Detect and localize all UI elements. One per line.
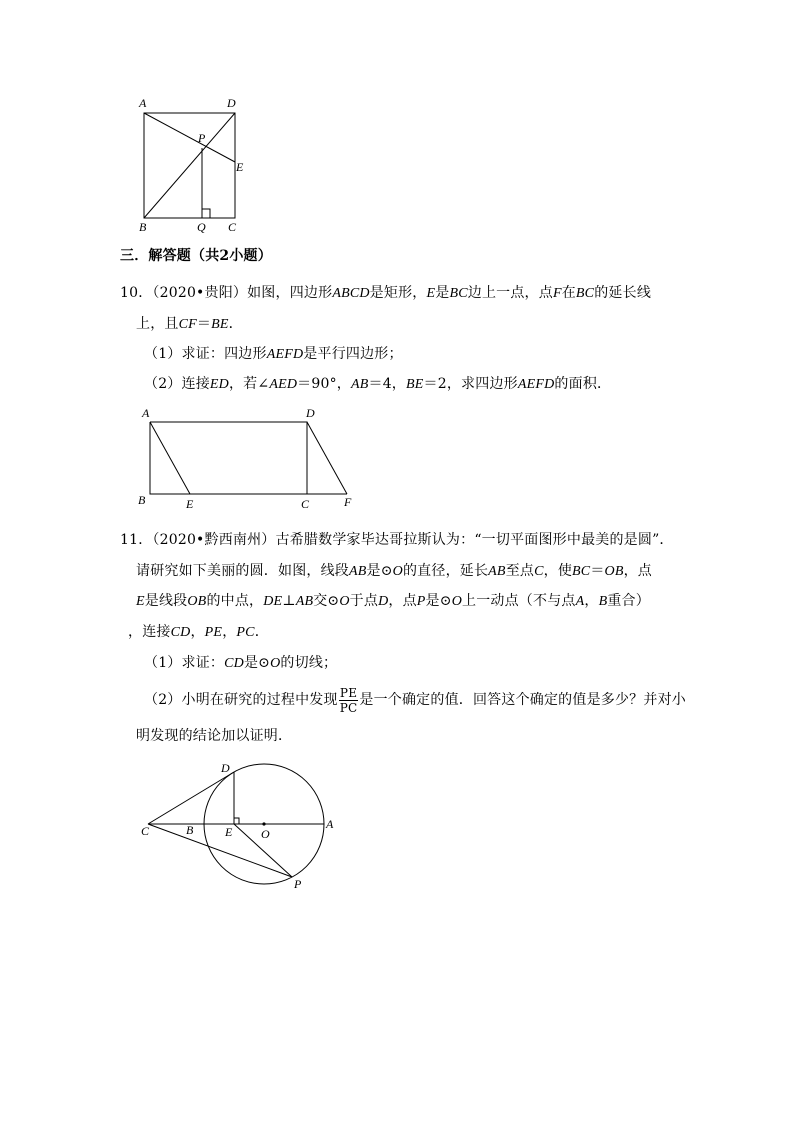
q11-text: 上一动点（不与点 [462, 593, 576, 609]
fig3-label-p: P [294, 877, 302, 891]
q11-text: 是⊙ [243, 655, 271, 671]
q11-text: （2）小明在研究的过程中发现 [144, 692, 338, 708]
q10-var: F [552, 286, 562, 301]
q11-var: PE [204, 625, 223, 640]
q11-source: （2020•黔西南州） [152, 532, 276, 548]
q10-text: 是平行四边形； [303, 346, 403, 362]
q10-var: BC [449, 286, 468, 301]
q11-text: 重合） [607, 593, 650, 609]
q11-text: ，点 [623, 563, 653, 579]
q10-text: 是 [435, 285, 450, 301]
q10-var: AED [269, 377, 298, 392]
q10-var: AB [350, 377, 369, 392]
q11-line-2 [136, 561, 652, 582]
q11-text: 至点 [505, 563, 535, 579]
q10-text: ＝90°， [297, 376, 351, 392]
q10-text: ． [228, 316, 243, 332]
fraction-pe-pc [339, 686, 359, 715]
q10-text: 是矩形， [369, 285, 427, 301]
fig2-label-b: B [138, 493, 146, 507]
q10-text: 在 [561, 285, 576, 301]
q11-var: DE [263, 594, 283, 609]
q11-var: O [339, 594, 350, 609]
q11-part-2 [144, 684, 686, 716]
q10-text: 如图，四边形 [247, 285, 333, 301]
figure-circle [136, 756, 346, 896]
q11-text: 于点 [349, 593, 379, 609]
q11-line-1 [120, 530, 674, 550]
q10-text: （1）求证：四边形 [144, 346, 267, 362]
q11-text: 是⊙ [425, 593, 452, 609]
q10-text: 边上一点，点 [467, 285, 553, 301]
q11-var: AB [295, 594, 314, 609]
fig2-label-c: C [301, 497, 310, 511]
figure-square [130, 95, 260, 235]
q10-text: （2）连接 [144, 376, 210, 392]
q11-text: ． [254, 624, 269, 640]
fig2-label-e: E [186, 497, 194, 511]
q11-var: O [451, 594, 462, 609]
q11-var: AB [488, 564, 506, 579]
q11-var: A [575, 594, 585, 609]
fig3-label-e: E [225, 825, 233, 839]
fig3-label-c: C [141, 824, 150, 838]
fig1-label-b: B [139, 220, 147, 234]
q10-var: ED [209, 377, 229, 392]
q11-line-4 [128, 622, 269, 643]
figure-rectangle [134, 402, 364, 514]
fig3-label-d: D [221, 761, 230, 775]
q11-var: CD [224, 656, 244, 671]
q11-text: （1）求证： [144, 655, 225, 671]
q10-text: ，若∠ [228, 376, 270, 392]
fig2-label-d: D [306, 406, 315, 420]
fig1-label-e: E [236, 160, 244, 174]
q11-var: B [598, 594, 608, 609]
q11-text: ， [222, 624, 237, 640]
q11-var: O [270, 656, 281, 671]
q11-var: PC [236, 625, 255, 640]
q10-part-2 [144, 374, 611, 395]
q11-var: OB [604, 564, 624, 579]
q11-var: P [416, 594, 426, 609]
q11-text: 交⊙ [313, 593, 340, 609]
q11-var: AB [349, 564, 367, 579]
fig1-label-a: A [139, 96, 147, 110]
fig3-label-o: O [261, 827, 270, 841]
q10-var: AEFD [266, 347, 304, 362]
q10-var: BE [406, 377, 424, 392]
q11-text: ，点 [388, 593, 417, 609]
q10-var: AEFD [517, 377, 555, 392]
q10-var: BE [211, 317, 229, 332]
fraction-numerator: PE [339, 685, 358, 700]
q11-text: ，使 [543, 563, 573, 579]
q10-part-1 [144, 344, 403, 365]
q11-var: OB [187, 594, 207, 609]
q11-text: 的直径，延长 [402, 563, 489, 579]
q11-var: D [378, 594, 389, 609]
q11-text: ，连接 [128, 624, 171, 640]
q11-text: ， [190, 624, 205, 640]
q10-text: ＝4， [368, 376, 407, 392]
q11-part-1 [144, 653, 337, 674]
q11-var: E [136, 594, 145, 609]
fig1-label-d: D [227, 96, 236, 110]
q11-text: 是线段 [144, 593, 188, 609]
q11-text: 古希腊数学家毕达哥拉斯认为：“一切平面图形中最美的是圆”． [275, 532, 674, 548]
fig2-label-a: A [142, 406, 150, 420]
fig3-label-b: B [186, 823, 194, 837]
q11-part-2-cont: 明发现的结论加以证明． [136, 728, 293, 744]
q11-text: 是⊙ [366, 563, 393, 579]
q10-text: ＝ [196, 316, 212, 332]
q10-var: E [426, 286, 436, 301]
q10-line-1 [120, 283, 651, 304]
q11-text: ， [584, 593, 599, 609]
q10-source: （2020•贵阳） [152, 285, 248, 301]
q11-text: 请研究如下美丽的圆．如图，线段 [136, 563, 349, 579]
q11-text: 是一个确定的值．回答这个确定的值是多少？并对小 [359, 692, 686, 708]
q10-text: ＝2，求四边形 [423, 376, 518, 392]
q11-var: BC [572, 564, 591, 579]
q11-text: ⊥ [282, 593, 296, 609]
q11-line-3 [136, 591, 650, 612]
q11-text: 的切线； [280, 655, 338, 671]
q11-number: 11． [120, 532, 153, 548]
q11-text: 的中点， [206, 593, 264, 609]
q10-number: 10． [120, 285, 153, 301]
fig1-label-c: C [228, 220, 237, 234]
section-heading: 三．解答题（共2小题） [120, 248, 272, 264]
fig1-label-q: Q [197, 220, 206, 234]
fig1-label-p: P [198, 131, 206, 145]
q10-var: CF [178, 317, 197, 332]
fraction-denominator: PC [339, 700, 358, 715]
q10-line-2 [136, 314, 243, 335]
q10-text: 的面积． [554, 376, 612, 392]
fig2-label-f: F [344, 495, 352, 509]
q11-var: C [534, 564, 544, 579]
q11-var: O [392, 564, 403, 579]
fig3-label-a: A [326, 817, 334, 831]
q10-text: 上，且 [136, 316, 179, 332]
q10-text: 的延长线 [594, 285, 652, 301]
q11-text: ＝ [590, 563, 605, 579]
q10-var: ABCD [332, 286, 370, 301]
q10-var: BC [575, 286, 595, 301]
q11-var: CD [170, 625, 191, 640]
